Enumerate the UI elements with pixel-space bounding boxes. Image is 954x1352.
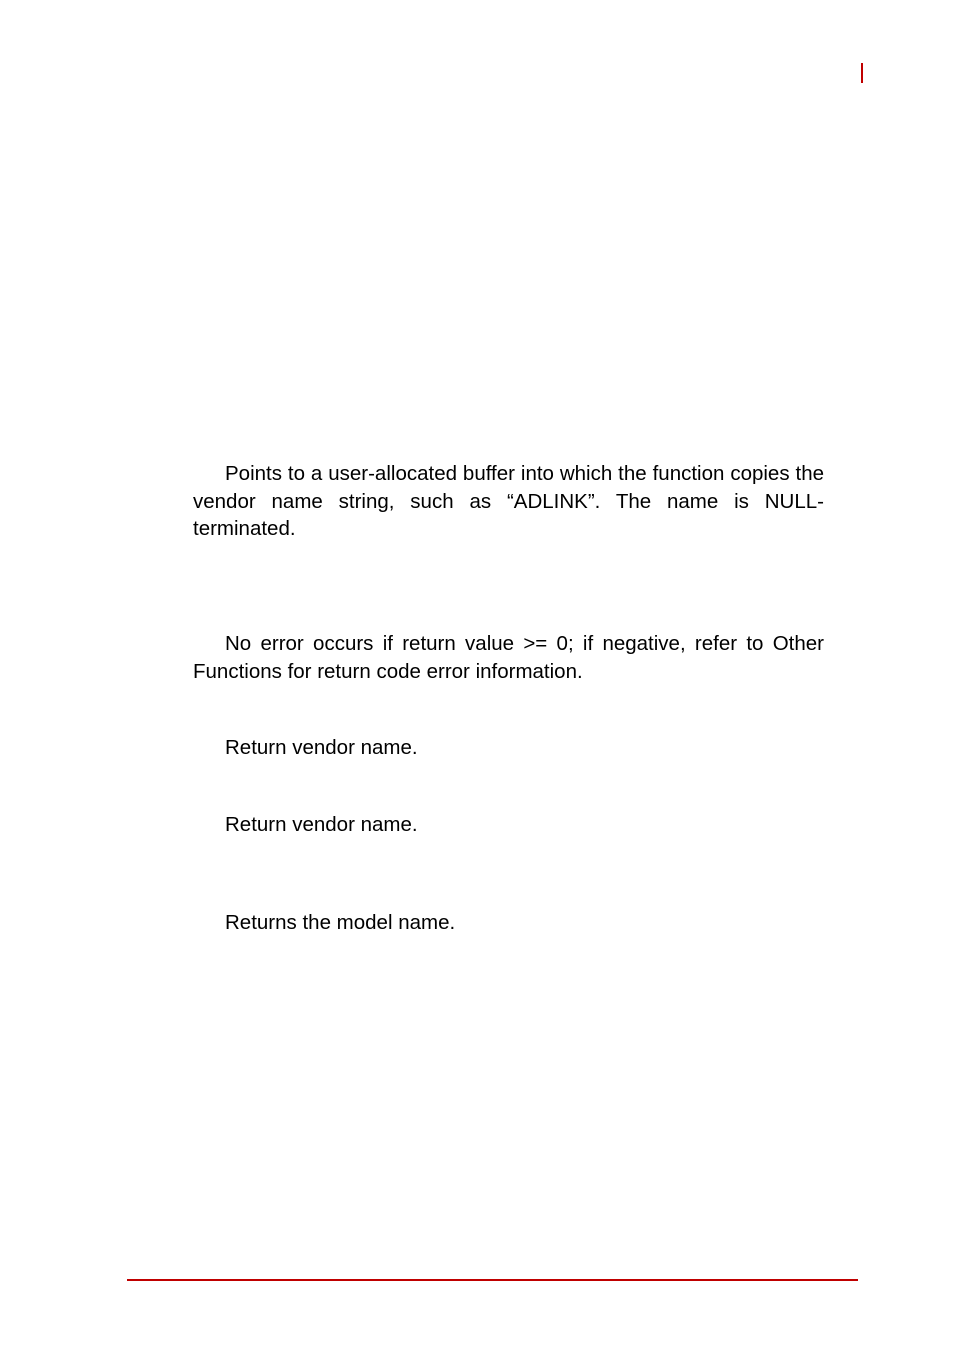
vendor-name-description-1: [193, 734, 824, 762]
return-value-description: [193, 630, 824, 685]
vendor-name-description-2: [193, 811, 824, 839]
model-name-description: [193, 909, 824, 937]
buffer-description-text: Points to a user-allocated buffer into which the function copies the vendor name string, such as “ADLINK”. The name is NULL-terminated.: [193, 462, 824, 540]
vendor-name-text-2: Return vendor name.: [225, 813, 418, 836]
model-name-text: Returns the model name.: [225, 911, 456, 934]
footer-rule: [127, 1279, 858, 1281]
header-marker: [861, 63, 863, 83]
vendor-name-text-1: Return vendor name.: [225, 736, 418, 759]
buffer-description: [193, 460, 824, 543]
return-value-description-text: No error occurs if return value >= 0; if negative, refer to Other Functions for return code error information.: [193, 632, 824, 683]
